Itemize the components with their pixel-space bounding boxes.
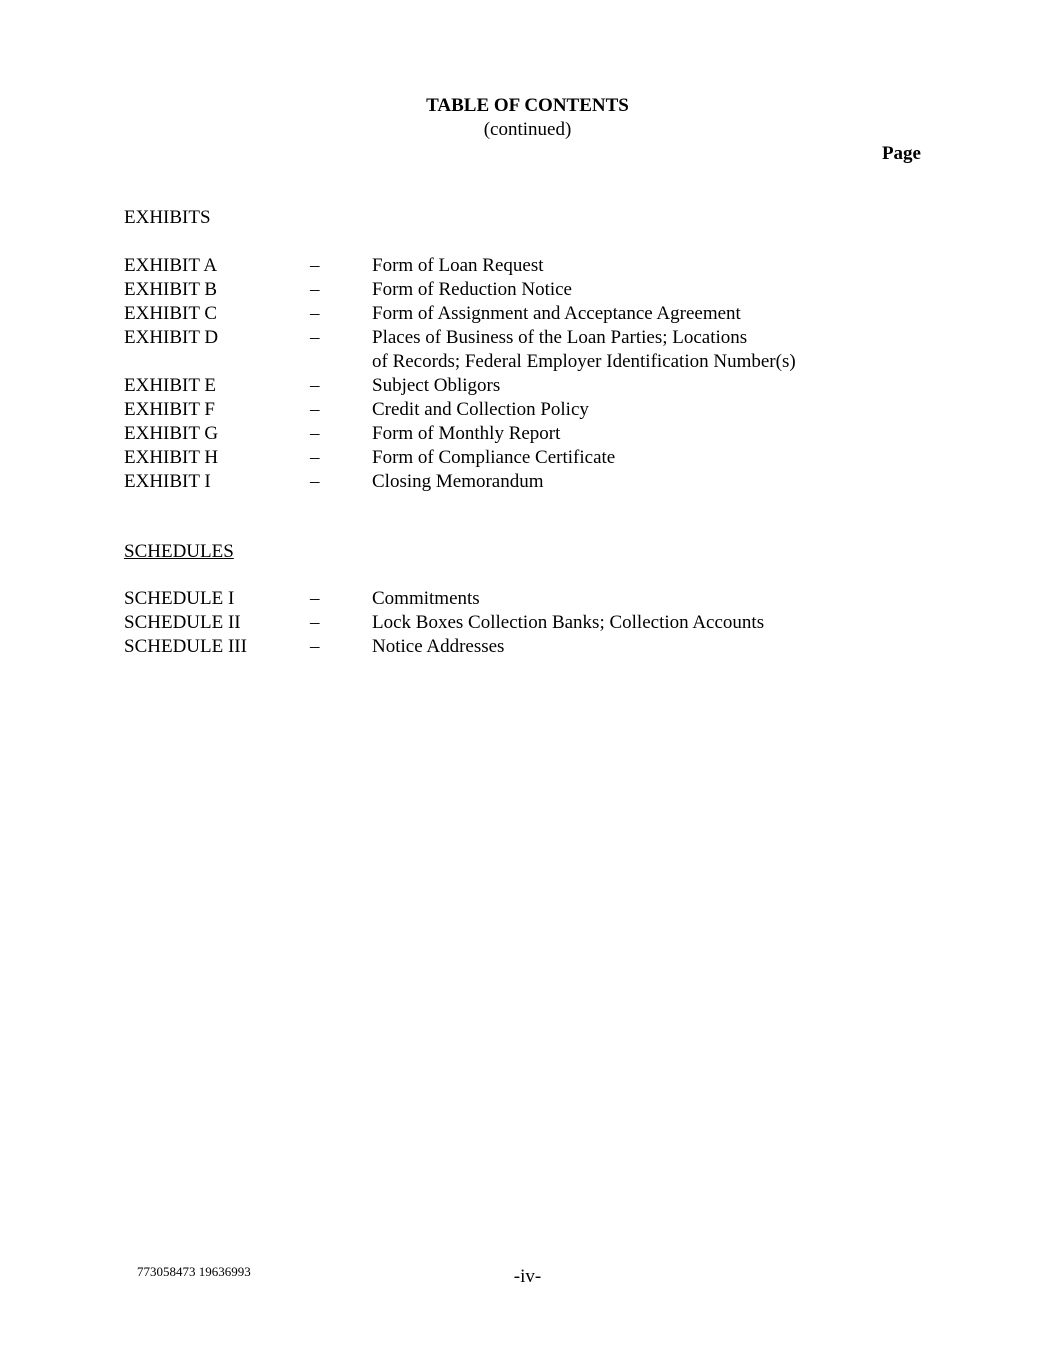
entry-label: EXHIBIT A <box>124 255 218 276</box>
entry-dash: – <box>310 375 320 396</box>
entry-label: EXHIBIT I <box>124 471 211 492</box>
entry-description: Credit and Collection Policy <box>372 399 589 420</box>
entry-description: Subject Obligors <box>372 375 501 396</box>
entry-label: EXHIBIT G <box>124 423 219 444</box>
entry-description: Notice Addresses <box>372 636 505 657</box>
entry-description: Form of Monthly Report <box>372 423 561 444</box>
entry-description: Places of Business of the Loan Parties; Locations <box>372 327 748 348</box>
entry-dash: – <box>310 636 320 657</box>
entry-dash: – <box>310 327 320 348</box>
entry-description: Commitments <box>372 588 480 609</box>
entry-label: SCHEDULE III <box>124 636 247 657</box>
entry-dash: – <box>310 303 320 324</box>
entry-description: Form of Reduction Notice <box>372 279 572 300</box>
entry-dash: – <box>310 471 320 492</box>
toc-title: TABLE OF CONTENTS <box>426 95 629 116</box>
entry-dash: – <box>310 612 320 633</box>
entry-label: EXHIBIT E <box>124 375 216 396</box>
entry-description: Lock Boxes Collection Banks; Collection Accounts <box>372 612 765 633</box>
entry-label: SCHEDULE I <box>124 588 235 609</box>
entry-description: Closing Memorandum <box>372 471 544 492</box>
entry-description: Form of Loan Request <box>372 255 544 276</box>
entry-description: Form of Compliance Certificate <box>372 447 616 468</box>
document-id: 773058473 19636993 <box>137 1264 251 1279</box>
toc-subtitle: (continued) <box>483 119 572 140</box>
entry-dash: – <box>310 588 320 609</box>
entry-dash: – <box>310 399 320 420</box>
entry-label: EXHIBIT B <box>124 279 218 300</box>
entry-label: EXHIBIT H <box>124 447 219 468</box>
schedules-heading: SCHEDULES <box>124 541 234 562</box>
page-number: -iv- <box>513 1266 542 1287</box>
page-column-label: Page <box>881 143 921 164</box>
entry-label: EXHIBIT D <box>124 327 219 348</box>
entry-description-continued: of Records; Federal Employer Identification Number(s) <box>372 351 796 372</box>
entry-label: SCHEDULE II <box>124 612 241 633</box>
entry-dash: – <box>310 279 320 300</box>
entry-dash: – <box>310 423 320 444</box>
entry-label: EXHIBIT C <box>124 303 218 324</box>
entry-description: Form of Assignment and Acceptance Agreement <box>372 303 741 324</box>
entry-dash: – <box>310 447 320 468</box>
entry-dash: – <box>310 255 320 276</box>
exhibits-heading: EXHIBITS <box>124 207 211 228</box>
entry-label: EXHIBIT F <box>124 399 215 420</box>
